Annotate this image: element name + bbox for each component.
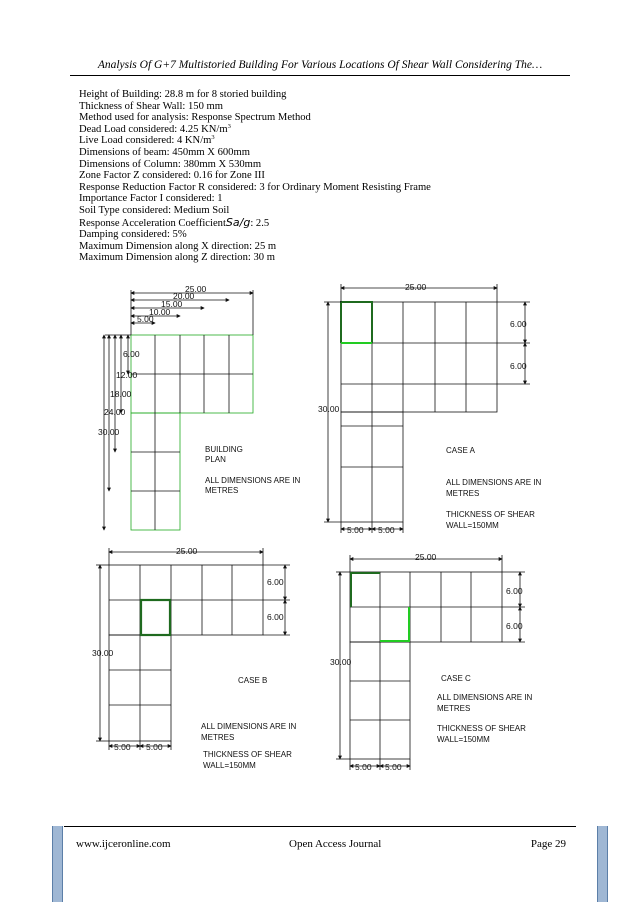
param-damping: Damping considered: 5% [79, 229, 187, 241]
left-decorative-pillar [52, 826, 63, 902]
case-b-wall-line1: THICKNESS OF SHEAR [203, 750, 292, 759]
param-dead-load: Dead Load considered: 4.25 $KN/m^3$ [79, 122, 231, 135]
case-b-row-dim-1: 6.00 [267, 577, 284, 587]
plan-note-line1: ALL DIMENSIONS ARE IN [205, 476, 301, 485]
param-height: Height of Building: 28.8 m for 8 storied building [79, 89, 287, 100]
case-c-wall-line1: THICKNESS OF SHEAR [437, 724, 526, 733]
plan-gridlines [131, 335, 253, 530]
case-b-width-dim: 25.00 [176, 546, 198, 556]
case-c-col-dim-2: 5.00 [385, 762, 402, 772]
plan-dim-12: 12.00 [116, 370, 138, 380]
plan-dim-20: 20.00 [173, 291, 195, 301]
case-b-plan [96, 548, 290, 750]
plan-grid [131, 335, 253, 530]
case-b-shear-wall [141, 600, 170, 635]
footer-website[interactable]: www.ijceronline.com [76, 838, 171, 850]
case-a-title: CASE A [446, 446, 475, 455]
param-acceleration-coefficient: Response Acceleration CoefficientSa/g: 2.5 [79, 215, 270, 229]
case-c-col-dim-1: 5.00 [355, 762, 372, 772]
case-b-dimensions [96, 548, 290, 750]
case-a-row-dim-2: 6.00 [510, 361, 527, 371]
case-c-wall-line2: WALL=150MM [437, 735, 490, 744]
case-a-wall-line2: WALL=150MM [446, 521, 499, 530]
param-beam: Dimensions of beam: 450mm X 600mm [79, 146, 250, 158]
case-c-dimensions [336, 555, 525, 770]
case-c-note-line1: ALL DIMENSIONS ARE IN [437, 693, 533, 702]
running-header: Analysis Of G+7 Multistoried Building For Various Locations Of Shear Wall Considering The… [97, 59, 543, 71]
case-c-row-dim-1: 6.00 [506, 586, 523, 596]
param-soil-type: Soil Type considered: Medium Soil [79, 204, 230, 216]
plan-title-line1: BUILDING [205, 445, 243, 454]
sa-g-formula: Sa/g [225, 215, 251, 229]
case-a-height-dim: 30.00 [318, 404, 340, 414]
footer-journal: Open Access Journal [289, 838, 382, 850]
plan-dim-6: 6.00 [123, 349, 140, 359]
plan-labels [98, 284, 301, 495]
case-c-height-dim: 30.00 [330, 657, 352, 667]
case-a-width-dim: 25.00 [405, 282, 427, 292]
case-b-title: CASE B [238, 676, 268, 685]
plan-note-line2: METRES [205, 486, 239, 495]
case-b-row-dim-2: 6.00 [267, 612, 284, 622]
param-wall-thickness: Thickness of Shear Wall: 150 mm [79, 100, 224, 112]
plan-dim-24: 24.00 [104, 407, 126, 417]
case-a-col-dim-2: 5.00 [378, 525, 395, 535]
case-a-plan [324, 284, 530, 533]
case-b-grid [109, 565, 263, 741]
case-a-shear-wall-dark [341, 302, 372, 343]
case-b-col-dim-1: 5.00 [114, 742, 131, 752]
param-reduction-factor: Response Reduction Factor R considered: 3 for Ordinary Moment Resisting Frame [79, 181, 431, 193]
footer-rule [64, 826, 576, 827]
case-b-wall-line2: WALL=150MM [203, 761, 256, 770]
plan-dim-25: 25.00 [185, 284, 207, 294]
case-c-title: CASE C [441, 674, 471, 683]
case-c-row-dim-2: 6.00 [506, 621, 523, 631]
case-a-row-dim-1: 6.00 [510, 319, 527, 329]
case-a-note-line2: METRES [446, 489, 480, 498]
case-a-note-line1: ALL DIMENSIONS ARE IN [446, 478, 542, 487]
param-max-z: Maximum Dimension along Z direction: 30 m [79, 252, 275, 264]
plan-dim-15: 15.00 [161, 299, 183, 309]
param-live-load: Live Load considered: 4 $KN/m^3$ [79, 134, 215, 147]
case-b-note-line2: METRES [201, 733, 235, 742]
plan-dim-5: 5.00 [137, 314, 154, 324]
case-c-shear-wall-corner [351, 573, 380, 607]
case-b-labels [92, 546, 297, 770]
param-method: Method used for analysis: Response Spectrum Method [79, 112, 311, 124]
plan-title-line2: PLAN [205, 455, 226, 464]
param-max-x: Maximum Dimension along X direction: 25 m [79, 240, 277, 252]
case-b-note-line1: ALL DIMENSIONS ARE IN [201, 722, 297, 731]
case-c-note-line2: METRES [437, 704, 471, 713]
case-a-wall-line1: THICKNESS OF SHEAR [446, 510, 535, 519]
param-column: Dimensions of Column: 380mm X 530mm [79, 158, 262, 170]
footer-page-number: Page 29 [530, 838, 566, 850]
param-zone-factor: Zone Factor Z considered: 0.16 for Zone III [79, 170, 265, 182]
right-decorative-pillar [597, 826, 608, 902]
param-importance-factor: Importance Factor I considered: 1 [79, 193, 223, 205]
case-a-col-dim-1: 5.00 [347, 525, 364, 535]
plan-dim-10: 10.00 [149, 307, 171, 317]
plan-dim-30: 30.00 [98, 427, 120, 437]
case-a-dimensions [324, 284, 530, 533]
case-c-width-dim: 25.00 [415, 552, 437, 562]
case-a-labels [318, 282, 542, 535]
case-c-shear-wall-inner [380, 607, 409, 641]
plan-dim-18: 18.00 [110, 389, 132, 399]
case-b-col-dim-2: 5.00 [146, 742, 163, 752]
case-c-plan [336, 555, 525, 770]
case-b-height-dim: 30.00 [92, 648, 114, 658]
